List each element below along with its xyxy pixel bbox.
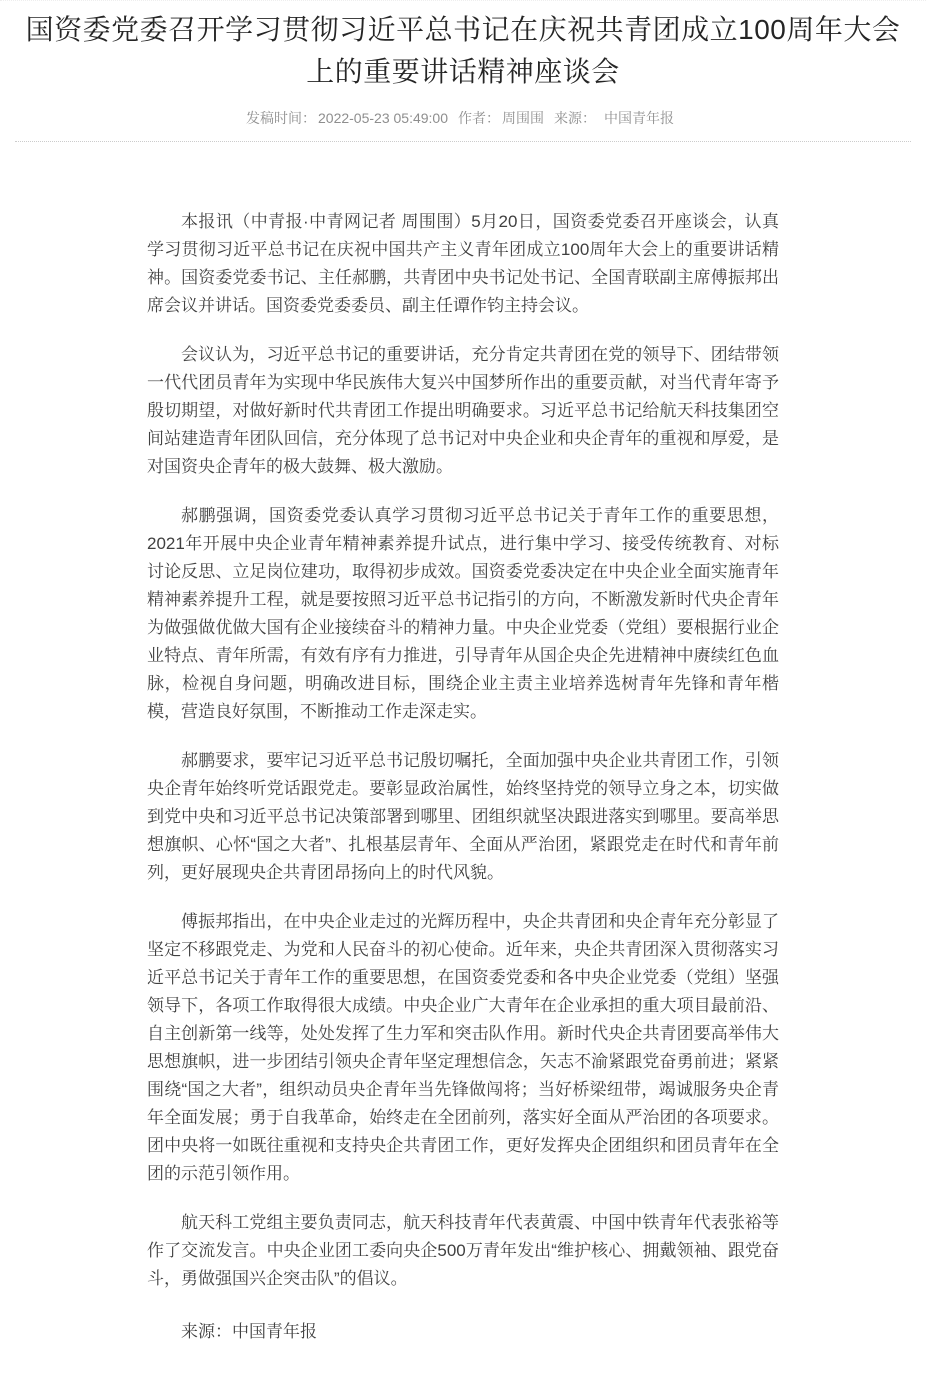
article-paragraph: 郝鹏要求，要牢记习近平总书记殷切嘱托，全面加强中央企业共青团工作，引领央企青年始终听党话跟党走。要彰显政治属性，始终坚持党的领导立身之本，切实做到党中央和习近平总书记决策部署到哪里、团组织就坚决跟进落实到哪里。要高举思想旗帜、心怀“国之大者”、扎根基层青年、全面从严治团，紧跟党走在时代和青年前列，更好展现央企共青团昂扬向上的时代风貌。 <box>147 751 779 882</box>
publish-time-value: 2022-05-23 05:49:00 <box>318 110 448 126</box>
article-paragraph: 航天科工党组主要负责同志，航天科技青年代表黄震、中国中铁青年代表张裕等作了交流发言。中央企业团工委向央企500万青年发出“维护核心、拥戴领袖、跟党奋斗，勇做强国兴企突击队”的倡议。 <box>147 1213 779 1288</box>
source-label: 来源： <box>554 110 596 126</box>
article-title: 国资委党委召开学习贯彻习近平总书记在庆祝共青团成立100周年大会上的重要讲话精神座谈会 <box>25 14 901 87</box>
author-value: 周围围 <box>502 110 544 126</box>
footer-source-line: 来源：中国青年报 <box>181 1322 317 1341</box>
article-meta <box>16 108 910 128</box>
article-paragraph: 本报讯（中青报·中青网记者 周围围）5月20日，国资委党委召开座谈会，认真学习贯彻习近平总书记在庆祝中国共产主义青年团成立100周年大会上的重要讲话精神。国资委党委书记、主任郝鹏，共青团中央书记处书记、全国青联副主席傅振邦出席会议并讲话。国资委党委委员、副主任谭作钧主持会议。 <box>147 212 779 315</box>
article-body <box>147 142 779 1376</box>
article-header <box>0 1 926 128</box>
author-label: 作者： <box>458 110 500 126</box>
publish-time-label: 发稿时间： <box>246 110 316 126</box>
source-value: 中国青年报 <box>604 110 674 126</box>
article-paragraph: 会议认为，习近平总书记的重要讲话，充分肯定共青团在党的领导下、团结带领一代代团员青年为实现中华民族伟大复兴中国梦所作出的重要贡献，对当代青年寄予殷切期望，对做好新时代共青团工作提出明确要求。习近平总书记给航天科技集团空间站建造青年团队回信，充分体现了总书记对中央企业和央企青年的重视和厚爱，是对国资央企青年的极大鼓舞、极大激励。 <box>147 345 779 476</box>
article-paragraph: 傅振邦指出，在中央企业走过的光辉历程中，央企共青团和央企青年充分彰显了坚定不移跟党走、为党和人民奋斗的初心使命。近年来，央企共青团深入贯彻落实习近平总书记关于青年工作的重要思想，在国资委党委和各中央企业党委（党组）坚强领导下，各项工作取得很大成绩。中央企业广大青年在企业承担的重大项目最前沿、自主创新第一线等，处处发挥了生力军和突击队作用。新时代央企共青团要高举伟大思想旗帜，进一步团结引领央企青年坚定理想信念，矢志不渝紧跟党奋勇前进；紧紧围绕“国之大者”，组织动员央企青年当先锋做闯将；当好桥梁纽带，竭诚服务央企青年全面发展；勇于自我革命，始终走在全团前列，落实好全面从严治团的各项要求。团中央将一如既往重视和支持央企共青团工作，更好发挥央企团组织和团员青年在全团的示范引领作用。 <box>147 912 779 1183</box>
article-paragraph: 郝鹏强调，国资委党委认真学习贯彻习近平总书记关于青年工作的重要思想，2021年开展中央企业青年精神素养提升试点，进行集中学习、接受传统教育、对标讨论反思、立足岗位建功，取得初步成效。国资委党委决定在中央企业全面实施青年精神素养提升工程，就是要按照习近平总书记指引的方向，不断激发新时代央企青年为做强做优做大国有企业接续奋斗的精神力量。中央企业党委（党组）要根据行业企业特点、青年所需，有效有序有力推进，引导青年从国企央企先进精神中赓续红色血脉，检视自身问题，明确改进目标，围绕企业主责主业培养选树青年先锋和青年楷模，营造良好氛围，不断推动工作走深走实。 <box>147 506 779 721</box>
